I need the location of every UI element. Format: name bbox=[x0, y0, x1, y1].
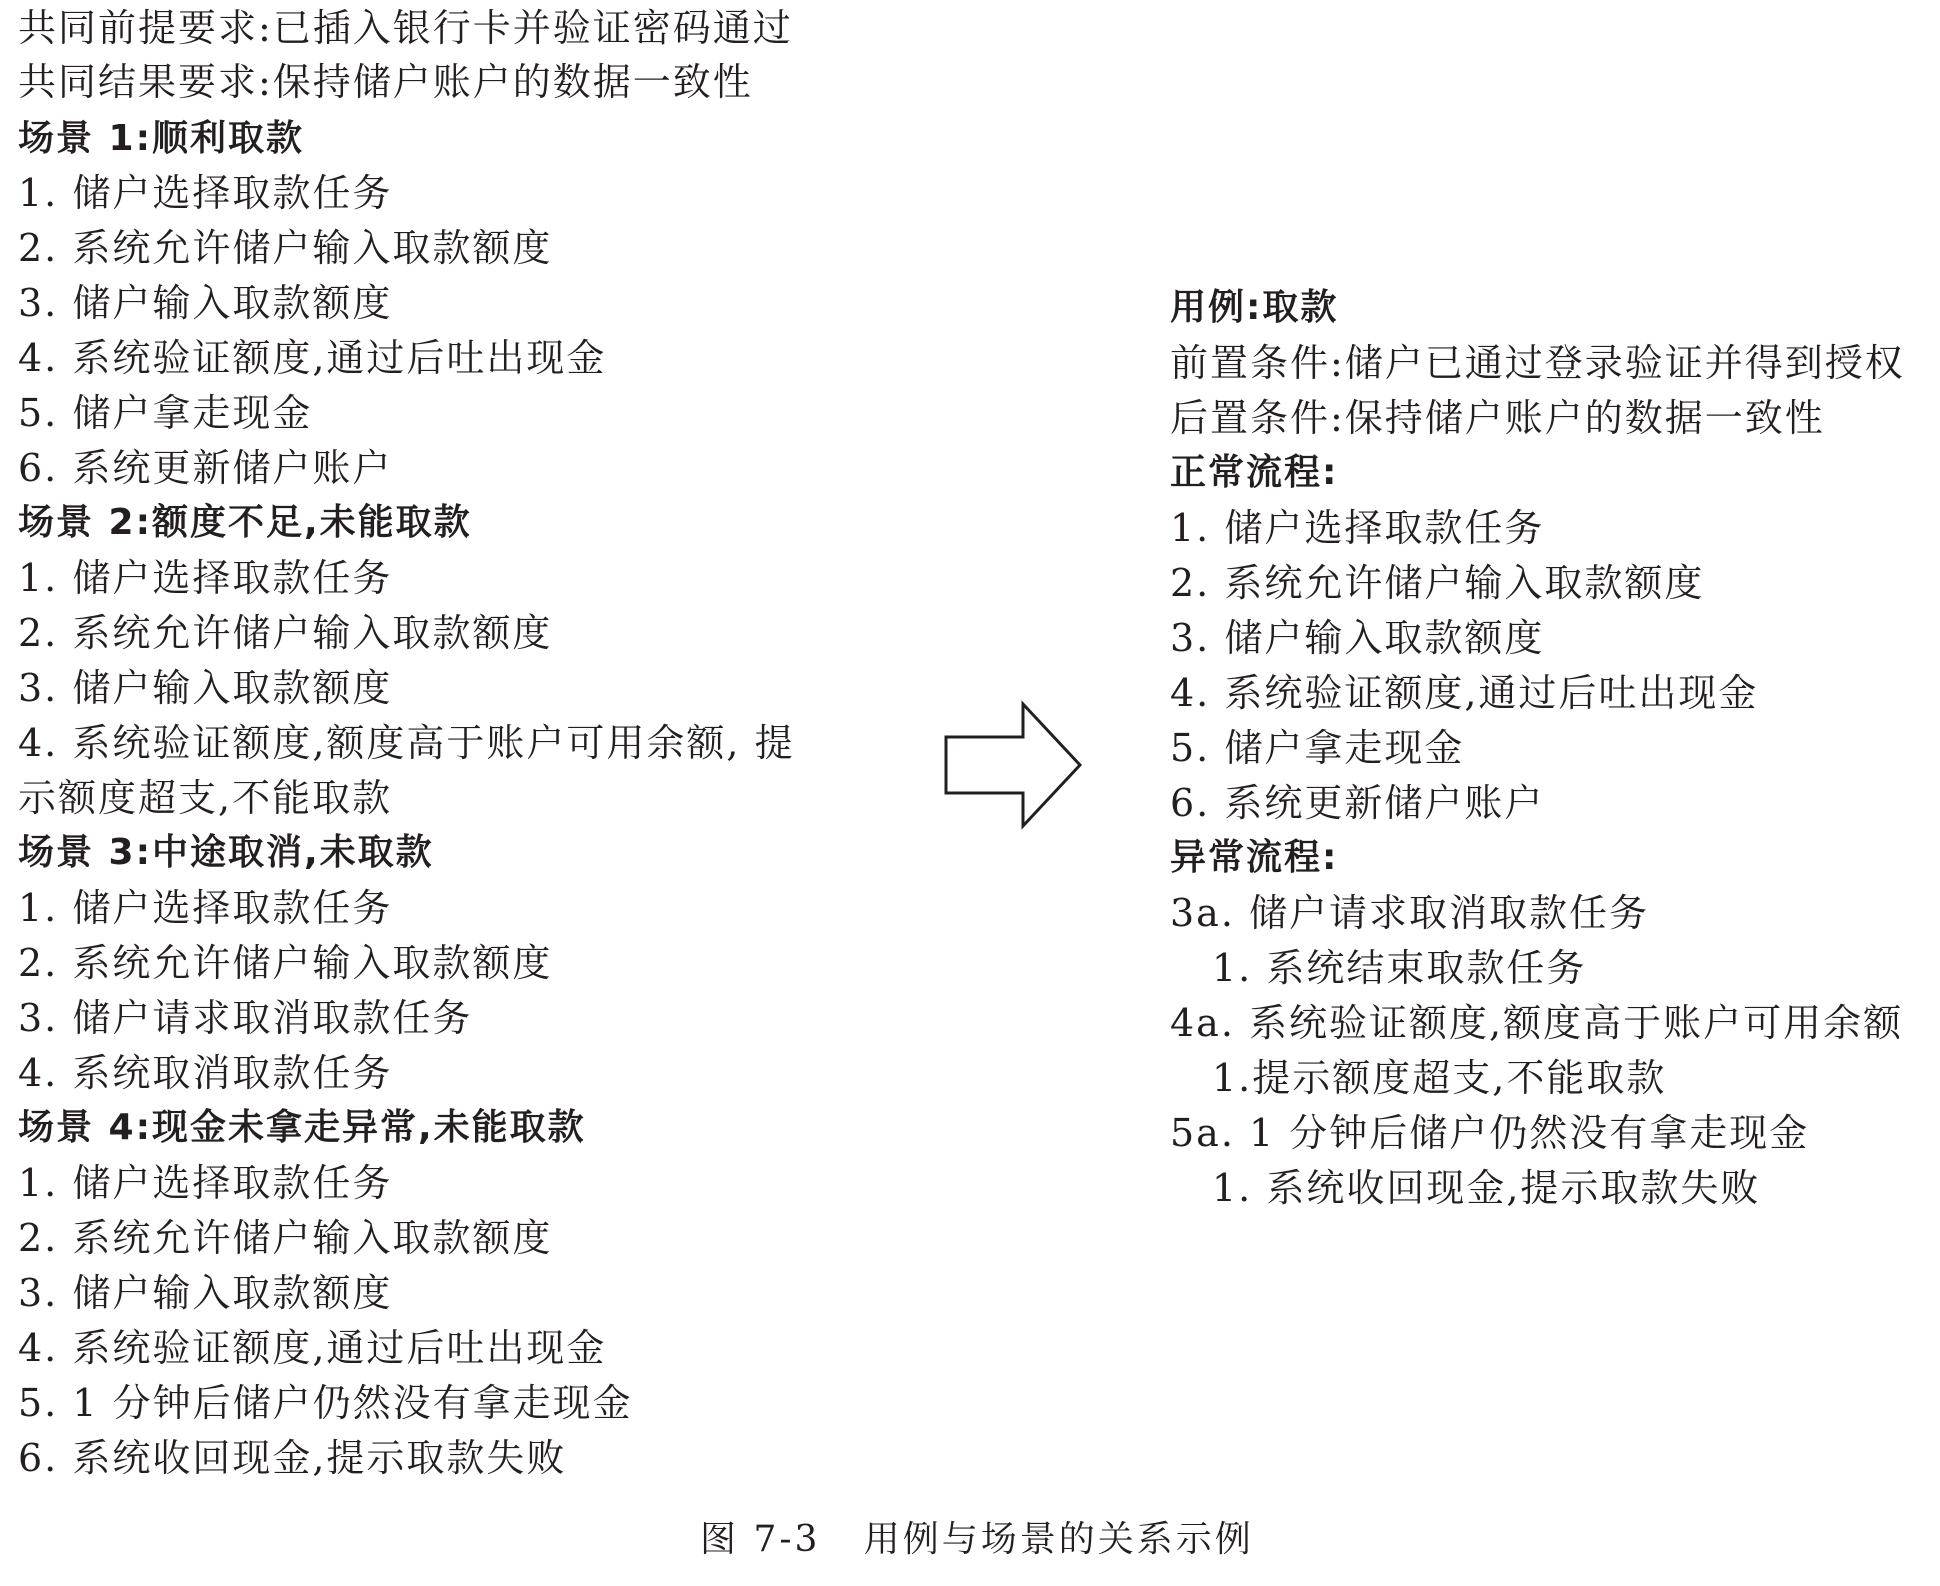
scenario-4-step-4: 4. 系统验证额度,通过后吐出现金 bbox=[18, 1326, 607, 1370]
normal-step-3: 3. 储户输入取款额度 bbox=[1170, 616, 1545, 660]
normal-step-1: 1. 储户选择取款任务 bbox=[1170, 506, 1545, 550]
normal-step-6: 6. 系统更新储户账户 bbox=[1170, 781, 1545, 825]
exception-4a-step-1: 1.提示额度超支,不能取款 bbox=[1212, 1056, 1667, 1100]
scenario-4-step-3: 3. 储户输入取款额度 bbox=[18, 1271, 393, 1315]
use-case-postcondition: 后置条件:保持储户账户的数据一致性 bbox=[1170, 396, 1825, 440]
common-precondition: 共同前提要求:已插入银行卡并验证密码通过 bbox=[18, 6, 793, 50]
common-postcondition: 共同结果要求:保持储户账户的数据一致性 bbox=[18, 60, 753, 104]
scenario-2-step-4-cont: 示额度超支,不能取款 bbox=[18, 776, 393, 820]
right-arrow-icon bbox=[940, 700, 1086, 830]
scenario-1-step-3: 3. 储户输入取款额度 bbox=[18, 281, 393, 325]
scenario-1-step-6: 6. 系统更新储户账户 bbox=[18, 446, 393, 490]
scenario-1-step-4: 4. 系统验证额度,通过后吐出现金 bbox=[18, 336, 607, 380]
scenario-4-step-5: 5. 1 分钟后储户仍然没有拿走现金 bbox=[18, 1381, 633, 1425]
scenario-2-step-1: 1. 储户选择取款任务 bbox=[18, 556, 393, 600]
exception-3a: 3a. 储户请求取消取款任务 bbox=[1170, 891, 1649, 935]
scenario-1-step-5: 5. 储户拿走现金 bbox=[18, 391, 313, 435]
scenario-1-title: 场景 1:顺利取款 bbox=[18, 118, 304, 159]
use-case-title: 用例:取款 bbox=[1170, 287, 1339, 328]
exception-4a: 4a. 系统验证额度,额度高于账户可用余额 bbox=[1170, 1001, 1904, 1045]
scenario-2-step-2: 2. 系统允许储户输入取款额度 bbox=[18, 611, 553, 655]
scenario-2-step-4: 4. 系统验证额度,额度高于账户可用余额, 提 bbox=[18, 721, 795, 765]
normal-step-2: 2. 系统允许储户输入取款额度 bbox=[1170, 561, 1705, 605]
figure-caption: 图 7-3 用例与场景的关系示例 bbox=[700, 1519, 1254, 1560]
exception-3a-step-1: 1. 系统结束取款任务 bbox=[1212, 946, 1587, 990]
scenario-4-step-2: 2. 系统允许储户输入取款额度 bbox=[18, 1216, 553, 1260]
scenario-2-title: 场景 2:额度不足,未能取款 bbox=[18, 502, 472, 543]
scenario-4-step-6: 6. 系统收回现金,提示取款失败 bbox=[18, 1436, 567, 1480]
scenario-1-step-1: 1. 储户选择取款任务 bbox=[18, 171, 393, 215]
scenario-3-step-4: 4. 系统取消取款任务 bbox=[18, 1051, 393, 1095]
normal-step-5: 5. 储户拿走现金 bbox=[1170, 726, 1465, 770]
scenario-3-step-3: 3. 储户请求取消取款任务 bbox=[18, 996, 473, 1040]
exception-flow-heading: 异常流程: bbox=[1170, 837, 1339, 878]
normal-flow-heading: 正常流程: bbox=[1170, 452, 1339, 493]
scenario-3-title: 场景 3:中途取消,未取款 bbox=[18, 832, 434, 873]
exception-5a-step-1: 1. 系统收回现金,提示取款失败 bbox=[1212, 1166, 1761, 1210]
normal-step-4: 4. 系统验证额度,通过后吐出现金 bbox=[1170, 671, 1759, 715]
scenario-3-step-1: 1. 储户选择取款任务 bbox=[18, 886, 393, 930]
scenario-2-step-3: 3. 储户输入取款额度 bbox=[18, 666, 393, 710]
scenario-4-title: 场景 4:现金未拿走异常,未能取款 bbox=[18, 1107, 586, 1148]
scenario-4-step-1: 1. 储户选择取款任务 bbox=[18, 1161, 393, 1205]
use-case-precondition: 前置条件:储户已通过登录验证并得到授权 bbox=[1170, 341, 1905, 385]
scenario-3-step-2: 2. 系统允许储户输入取款额度 bbox=[18, 941, 553, 985]
exception-5a: 5a. 1 分钟后储户仍然没有拿走现金 bbox=[1170, 1111, 1810, 1155]
scenario-1-step-2: 2. 系统允许储户输入取款额度 bbox=[18, 226, 553, 270]
